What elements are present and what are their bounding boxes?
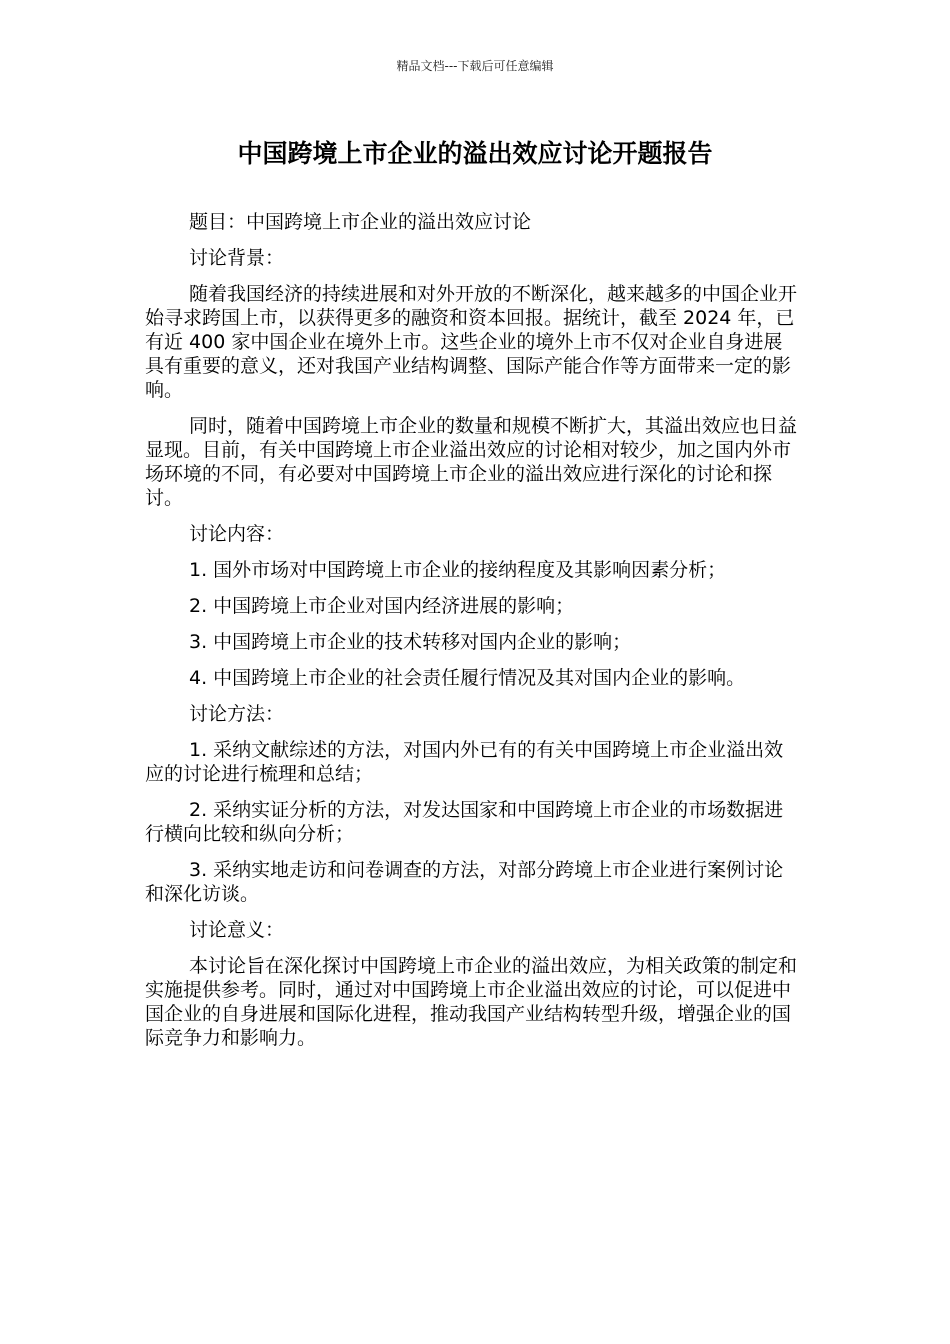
section-heading-methods: 讨论方法： [189, 703, 285, 725]
header-note: 精品文档---下载后可任意编辑 [396, 59, 554, 73]
method-item-3: 3. 采纳实地走访和问卷调查的方法，对部分跨境上市企业进行案例讨论和深化访谈。 [145, 859, 784, 905]
topic-line: 题目：中国跨境上市企业的溢出效应讨论 [189, 211, 532, 233]
content-item-1: 1. 国外市场对中国跨境上市企业的接纳程度及其影响因素分析； [189, 559, 727, 581]
content-item-3: 3. 中国跨境上市企业的技术转移对国内企业的影响； [189, 631, 632, 653]
method-item-1: 1. 采纳文献综述的方法，对国内外已有的有关中国跨境上市企业溢出效应的讨论进行梳理和总结； [145, 739, 784, 785]
background-paragraph-1: 随着我国经济的持续进展和对外开放的不断深化，越来越多的中国企业开始寻求跨国上市，以获得更多的融资和资本回报。据统计，截至 2024 年，已有近 400 家中国企业在境外上市。这些企业的境外上市不仅对企业自身进展具有重要的意义，还对我国产业结构调整、国际产能合作等方面带来一定的影响。 [145, 283, 798, 401]
content-item-2: 2. 中国跨境上市企业对国内经济进展的影响； [189, 595, 575, 617]
content-item-4: 4. 中国跨境上市企业的社会责任履行情况及其对国内企业的影响。 [189, 667, 746, 689]
document-title: 中国跨境上市企业的溢出效应讨论开题报告 [237, 139, 713, 168]
method-item-2: 2. 采纳实证分析的方法，对发达国家和中国跨境上市企业的市场数据进行横向比较和纵向分析； [145, 799, 784, 845]
background-paragraph-2: 同时，随着中国跨境上市企业的数量和规模不断扩大，其溢出效应也日益显现。目前，有关中国跨境上市企业溢出效应的讨论相对较少，加之国内外市场环境的不同，有必要对中国跨境上市企业的溢出效应进行深化的讨论和探讨。 [145, 415, 798, 509]
section-heading-content: 讨论内容： [189, 523, 285, 545]
section-heading-background: 讨论背景： [189, 247, 285, 269]
document-body [145, 210, 801, 1062]
section-heading-significance: 讨论意义： [189, 919, 285, 941]
significance-paragraph: 本讨论旨在深化探讨中国跨境上市企业的溢出效应，为相关政策的制定和实施提供参考。同时，通过对中国跨境上市企业溢出效应的讨论，可以促进中国企业的自身进展和国际化进程，推动我国产业结构转型升级，增强企业的国际竞争力和影响力。 [145, 955, 798, 1049]
